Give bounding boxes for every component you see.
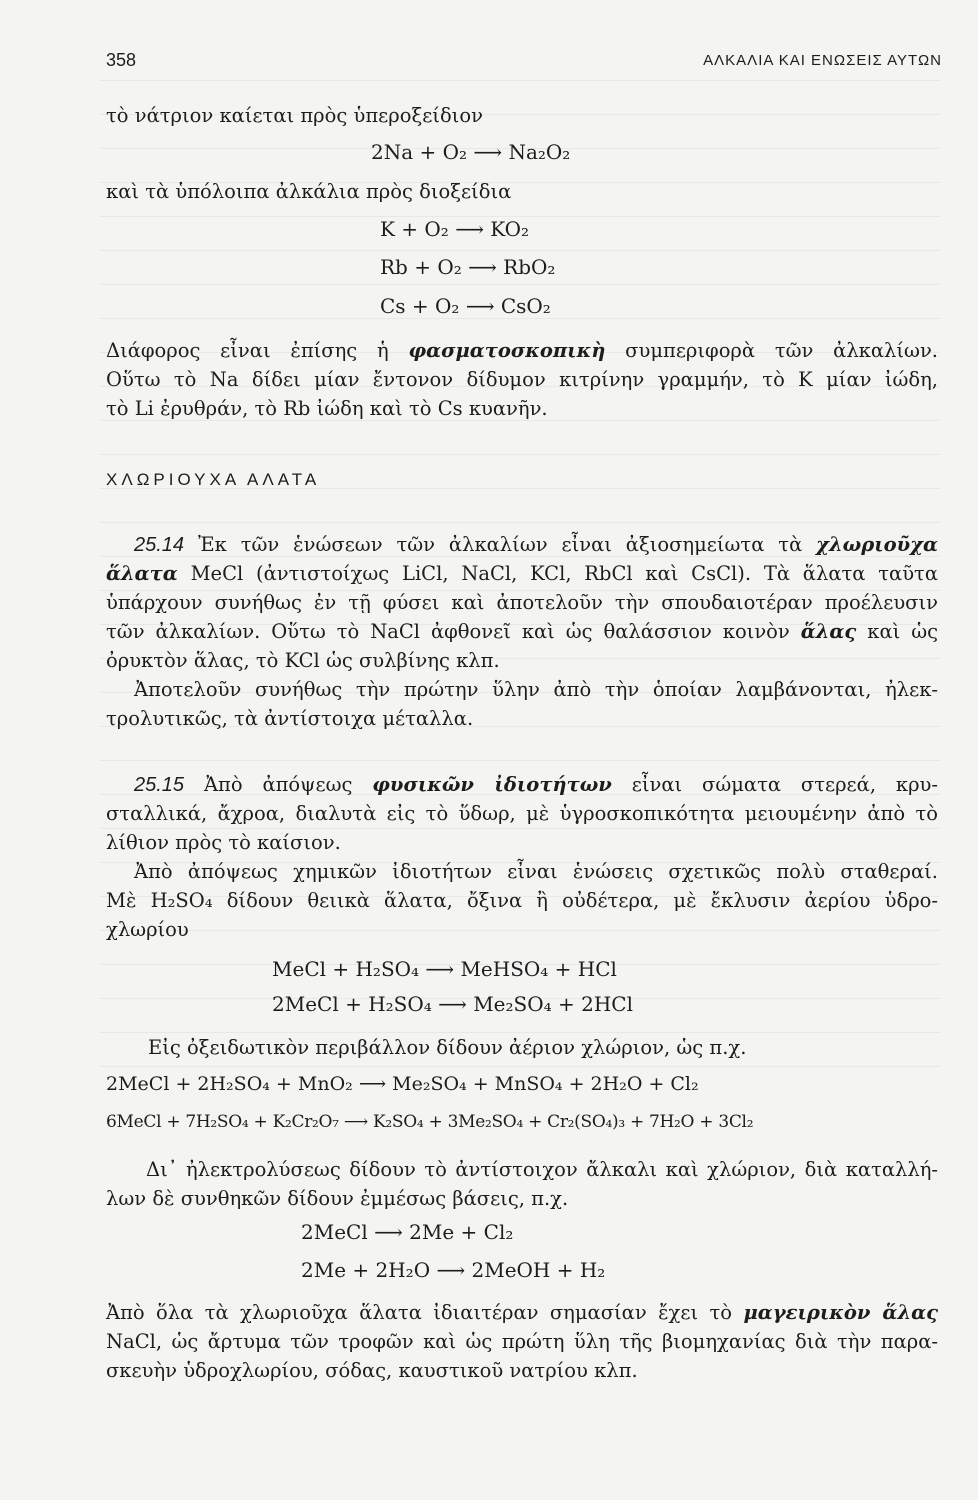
equation-h2so4-2: 2MeCl + H₂SO₄ ⟶ Me₂SO₄ + 2HCl: [272, 992, 633, 1016]
equation-na: [371, 140, 570, 164]
paragraph-closing: Ἀπὸ ὅλα τὰ χλωριοῦχα ἅλατα ἰδιαιτέραν σημασίαν ἔχει τὸ μαγειρικὸν ἅλας NaCl, ὡς ἄρτυμα τῶν τροφῶν καὶ ὡς πρώτη ὕλη τῆς βιομηχανίας διὰ τὴν παρα- σκευὴν ὑδροχλωρίου, σόδας, καυστικοῦ νατρίου κλπ.: [106, 1301, 938, 1382]
reaction-arrow: ⟶: [374, 1220, 403, 1244]
equation-cs: Cs + O₂ ⟶ CsO₂: [380, 294, 551, 318]
running-title: ΑΛΚΑΛΙΑ ΚΑΙ ΕΝΩΣΕΙΣ ΑΥΤΩΝ: [703, 52, 942, 69]
equation-h2so4-1: MeCl + H₂SO₄ ⟶ MeHSO₄ + HCl: [272, 957, 617, 981]
section-number: 25.15: [134, 774, 185, 796]
equation-mno2: 2MeCl + 2H₂SO₄ + MnO₂ ⟶ Me₂SO₄ + MnSO₄ + 2H₂O + Cl₂: [106, 1073, 699, 1095]
paragraph-spectroscopy: Διάφορος εἶναι ἐπίσης ἡ φασματοσκοπικὴ συμπεριφορὰ τῶν ἀλκαλίων. Οὕτω τὸ Na δίδει μίαν ἔντονον δίδυμον κιτρίνην γραμμήν, τὸ K μίαν ἰώδη, τὸ Li ἐρυθράν, τὸ Rb ἰώδη καὶ τὸ Cs κυανῆν.: [106, 339, 938, 420]
equation-rb: Rb + O₂ ⟶ RbO₂: [380, 255, 556, 279]
text-line: καὶ τὰ ὑπόλοιπα ἀλκάλια πρὸς διοξείδια: [106, 180, 512, 203]
paragraph-25-15: 25.15 Ἀπὸ ἀπόψεως φυσικῶν ἰδιοτήτων εἶναι σώματα στερεά, κρυ- σταλλικά, ἄχροα, διαλυτὰ εἰς τὸ ὕδωρ, μὲ ὑγροσκοπικότητα μειουμένην ἀπὸ τὸ λίθιον πρὸς τὸ καίσιον. Ἀπὸ ἀπόψεως χημικῶν ἰδιοτήτων εἶναι ἑνώσεις σχετικῶς πολὺ σταθεραί. Μὲ H₂SO₄ δίδουν θειικὰ ἅλατα, ὄξινα ἢ οὐδέτερα, μὲ ἔκλυσιν ἀερίου ὑδρο- χλωρίου: [106, 773, 938, 941]
reaction-arrow: ⟶: [436, 1258, 466, 1282]
equation-k: K + O₂ ⟶ KO₂: [380, 217, 530, 241]
reaction-arrow: ⟶: [468, 255, 497, 279]
equation-lhs: 2Na + O₂: [371, 140, 468, 164]
text-line: τὸ νάτριον καίεται πρὸς ὑπεροξείδιον: [106, 104, 483, 127]
equation-electrolysis-2: 2Me + 2H₂O ⟶ 2MeOH + H₂: [301, 1258, 606, 1282]
page-number: 358: [106, 50, 137, 70]
reaction-arrow: ⟶: [465, 294, 495, 318]
equation-k2cr2o7: 6MeCl + 7H₂SO₄ + K₂Cr₂O₇ ⟶ K₂SO₄ + 3Me₂SO₄ + Cr₂(SO₄)₃ + 7H₂O + 3Cl₂: [106, 1112, 754, 1132]
reaction-arrow: ⟶: [358, 1073, 387, 1095]
equation-electrolysis-1: 2MeCl ⟶ 2Me + Cl₂: [301, 1220, 514, 1244]
emphasis: μαγειρικὸν ἅλας: [743, 1301, 938, 1324]
emphasis: φασματοσκοπικὴ: [408, 339, 606, 362]
reaction-arrow: ⟶: [438, 992, 467, 1016]
paragraph-electrolysis: Δι᾽ ἠλεκτρολύσεως δίδουν τὸ ἀντίστοιχον ἄλκαλι καὶ χλώριον, διὰ καταλλή- λων δὲ συνθηκῶν δίδουν ἐμμέσως βάσεις, π.χ.: [106, 1158, 938, 1210]
reaction-arrow: ⟶: [455, 217, 484, 241]
reaction-arrow: ⟶: [473, 140, 503, 164]
section-heading: ΧΛΩΡΙΟΥΧΑ ΑΛΑΤΑ: [106, 470, 321, 489]
text-line: Εἰς ὀξειδωτικὸν περιβάλλον δίδουν ἀέριον χλώριον, ὡς π.χ.: [148, 1036, 747, 1059]
reaction-arrow: ⟶: [343, 1112, 368, 1132]
section-number: 25.14: [134, 534, 185, 556]
reaction-arrow: ⟶: [425, 957, 455, 981]
paragraph-25-14: 25.14 Ἐκ τῶν ἑνώσεων τῶν ἀλκαλίων εἶναι ἀξιοσημείωτα τὰ χλωριοῦχα ἅλατα MeCl (ἀντιστοίχως LiCl, NaCl, KCl, RbCl καὶ CsCl). Τὰ ἅλατα ταῦτα ὑπάρχουν συνήθως ἐν τῇ φύσει καὶ ἀποτελοῦν τὴν σπουδαιοτέραν προέλευσιν τῶν ἀλκαλίων. Οὕτω τὸ NaCl ἀφθονεῖ καὶ ὡς θαλάσσιον κοινὸν ἅλας καὶ ὡς ὀρυκτὸν ἅλας, τὸ KCl ὡς συλβίνης κλπ. Ἀποτελοῦν συνήθως τὴν πρώτην ὕλην ἀπὸ τὴν ὁποίαν λαμβάνονται, ἠλεκ- τρολυτικῶς, τὰ ἀντίστοιχα μέταλλα.: [106, 533, 939, 730]
equation-rhs: Na₂O₂: [508, 140, 571, 164]
